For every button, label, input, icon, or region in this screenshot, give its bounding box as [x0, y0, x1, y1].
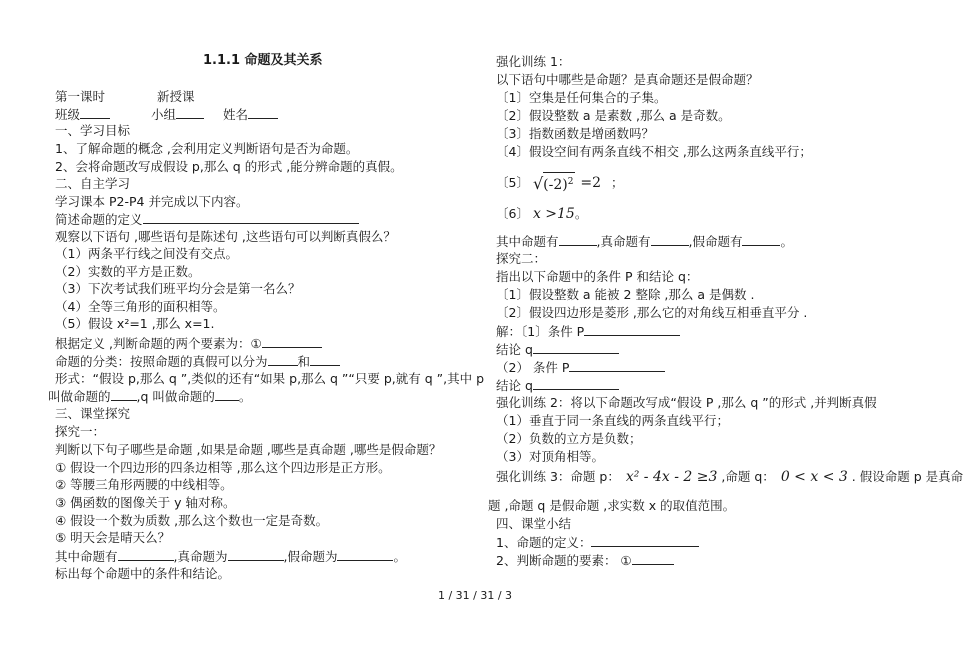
conclusion-line [496, 377, 619, 394]
summary-blank [632, 552, 674, 565]
answer-blank [118, 548, 174, 561]
mark-instruction: 标出每个命题中的条件和结论。 [55, 566, 231, 581]
judge-item: ③ 偶函数的图像关于 y 轴对称。 [55, 495, 236, 510]
proposition-p: x² - 4x - 2 ≥3 [625, 469, 718, 485]
drill-item: （3）对顶角相等。 [496, 449, 604, 464]
sqrt-symbol: √ [532, 174, 544, 194]
lesson-type: 新授课 [157, 89, 195, 104]
definition-blank [143, 211, 359, 224]
drill-item: 〔2〕假设整数 a 是素数 ,那么 a 是奇数。 [496, 108, 731, 123]
classify-blank [310, 353, 340, 366]
page-footer: 1 / 31 / 31 / 3 [437, 589, 513, 602]
answer-label: 其中命题有 [496, 234, 559, 249]
drill-item: 〔3〕指数函数是增函数吗？ [496, 126, 654, 141]
section-heading: 二、自主学习 [55, 176, 131, 191]
conclusion-line [496, 341, 619, 358]
exponent: 2 [567, 177, 574, 187]
sqrt-expression [533, 172, 574, 195]
form-blank [111, 388, 137, 401]
elements-prompt [55, 335, 322, 352]
sqrt-result: =2 [580, 175, 602, 192]
elements-blank [262, 335, 322, 348]
classify-prompt [55, 353, 340, 370]
summary-label: 2、判断命题的要素： ① [496, 553, 632, 568]
statement-item: （1）两条平行线之间没有交点。 [55, 246, 238, 261]
conclusion-label: 结论 q [496, 378, 533, 393]
name-field [223, 106, 278, 123]
drill-item: 〔4〕假设空间有两条直线不相交 ,那么这两条直线平行； [496, 144, 812, 159]
goal-item: 2、会将命题改写成假设 p,那么 q 的形式 ,能分辨命题的真假。 [55, 159, 403, 174]
item-label: 〔5〕 [496, 175, 529, 191]
solution-blank [584, 323, 680, 336]
answer-blank [337, 548, 393, 561]
definition-prompt [55, 211, 359, 228]
sqrt-bar [543, 172, 575, 173]
statement-item: （2）实数的平方是正数。 [55, 264, 201, 279]
judge-item: ④ 假设一个数为质数 ,那么这个数也一定是奇数。 [55, 513, 329, 528]
answer-label: ,假命题有 [688, 234, 743, 249]
solution-line [496, 359, 665, 376]
answer-label: ,假命题为 [283, 549, 338, 564]
drill-heading: 强化训练 1： [496, 54, 571, 69]
drill-3-cont: 题 ,命题 q 是假命题 ,求实数 x 的取值范围。 [488, 498, 736, 513]
conclusion-label: 结论 q [496, 342, 533, 357]
explore-heading: 探究二： [496, 251, 547, 266]
name-blank [248, 106, 278, 119]
solution-blank [569, 359, 665, 372]
explore-heading: 探究一： [55, 424, 106, 439]
drill-question: 以下语句中哪些是命题？是真命题还是假命题？ [496, 72, 759, 87]
statement-item: （5）假设 x²=1 ,那么 x=1. [55, 316, 215, 331]
goal-item: 1、了解命题的概念 ,会利用定义判断语句是否为命题。 [55, 141, 359, 156]
lesson-label: 第一课时 [55, 89, 106, 104]
group-field [151, 106, 204, 123]
drill-3-line [496, 468, 963, 486]
statement-item: （3）下次考试我们班平均分会是第一名么？ [55, 281, 301, 296]
drill-3-label: 强化训练 3：命题 p： [496, 469, 620, 484]
solution-label: 解：〔1〕条件 P [496, 324, 585, 339]
classify-blank [268, 353, 298, 366]
observe-question: 观察以下语句 ,哪些语句是陈述句 ,这些语句可以判断真假么？ [55, 229, 396, 244]
answer-blank [651, 233, 689, 246]
summary-blank [591, 534, 699, 547]
proposition-q: 0 < x < 3 [780, 469, 848, 485]
drill-3-label: ,命题 q： [721, 469, 775, 484]
answer-label: ,真命题为 [173, 549, 228, 564]
answer-label: 其中命题有 [55, 549, 118, 564]
form-blank [215, 388, 239, 401]
judge-item: ① 假设一个四边形的四条边相等 ,那么这个四边形是正方形。 [55, 460, 391, 475]
answer-end: 。 [393, 549, 406, 564]
item-end: ； [611, 175, 624, 191]
definition-label: 简述命题的定义 [55, 212, 143, 227]
drill-item: 〔1〕空集是任何集合的子集。 [496, 90, 667, 105]
answer-label: ,真命题有 [596, 234, 651, 249]
answer-line [55, 548, 406, 565]
elements-label: 根据定义 ,判断命题的两个要素为：① [55, 336, 262, 351]
drill-3-text: . 假设命题 p 是真命 [851, 469, 963, 484]
inequality: x >15 [532, 206, 575, 222]
sqrt-radicand: (-2) [543, 177, 568, 194]
group-blank [176, 106, 204, 119]
form-label: 叫做命题的 [48, 389, 111, 404]
item-label: 〔6〕 [496, 206, 529, 221]
solution-label: （2） 条件 P [496, 360, 570, 375]
classify-label: 命题的分类：按照命题的真假可以分为 [55, 354, 268, 369]
section-heading: 四、课堂小结 [496, 516, 572, 531]
answer-end: 。 [780, 234, 793, 249]
study-instruction: 学习课本 P2-P4 并完成以下内容。 [55, 194, 249, 209]
judge-item: ⑤ 明天会是晴天么？ [55, 530, 171, 545]
conclusion-blank [533, 377, 619, 390]
summary-item [496, 552, 674, 569]
form-label: ,q 叫做命题的 [136, 389, 215, 404]
explore-item: 〔2〕假设四边形是菱形 ,那么它的对角线互相垂直平分 . [496, 305, 808, 320]
judge-item: ② 等腰三角形两腰的中线相等。 [55, 477, 233, 492]
drill-item: （2）负数的立方是负数； [496, 431, 642, 446]
answer-line [496, 233, 793, 250]
classify-and: 和 [297, 354, 311, 369]
explore-question: 指出以下命题中的条件 P 和结论 q： [496, 269, 699, 284]
answer-blank [228, 548, 284, 561]
drill-item-ineq [496, 205, 587, 223]
form-end: 。 [238, 389, 252, 404]
statement-item: （4）全等三角形的面积相等。 [55, 299, 226, 314]
drill-heading: 强化训练 2：将以下命题改写成“假设 P ,那么 q ”的形式 ,并判断真假 [496, 395, 877, 410]
item-end: 。 [574, 206, 588, 221]
solution-line [496, 323, 680, 340]
answer-blank [559, 233, 597, 246]
class-field [55, 106, 110, 123]
drill-item-sqrt [496, 172, 624, 195]
summary-item [496, 534, 699, 551]
section-heading: 一、学习目标 [55, 123, 131, 138]
answer-blank [742, 233, 780, 246]
page-title: 1.1.1 命题及其关系 [203, 53, 323, 68]
name-label: 姓名 [223, 107, 249, 122]
summary-label: 1、命题的定义： [496, 535, 592, 550]
judge-question: 判断以下句子哪些是命题 ,如果是命题 ,哪些是真命题 ,哪些是假命题？ [55, 442, 442, 457]
group-label: 小组 [151, 107, 177, 122]
explore-item: 〔1〕假设整数 a 能被 2 整除 ,那么 a 是偶数 . [496, 287, 755, 302]
form-text: 形式：“假设 p,那么 q ”,类似的还有“如果 p,那么 q ”“只要 p,就有 q ”,其中 p [55, 371, 484, 386]
conclusion-blank [533, 341, 619, 354]
section-heading: 三、课堂探究 [55, 406, 131, 421]
class-label: 班级 [55, 107, 81, 122]
class-blank [80, 106, 110, 119]
form-text-cont [48, 388, 251, 405]
drill-item: （1）垂直于同一条直线的两条直线平行； [496, 413, 729, 428]
